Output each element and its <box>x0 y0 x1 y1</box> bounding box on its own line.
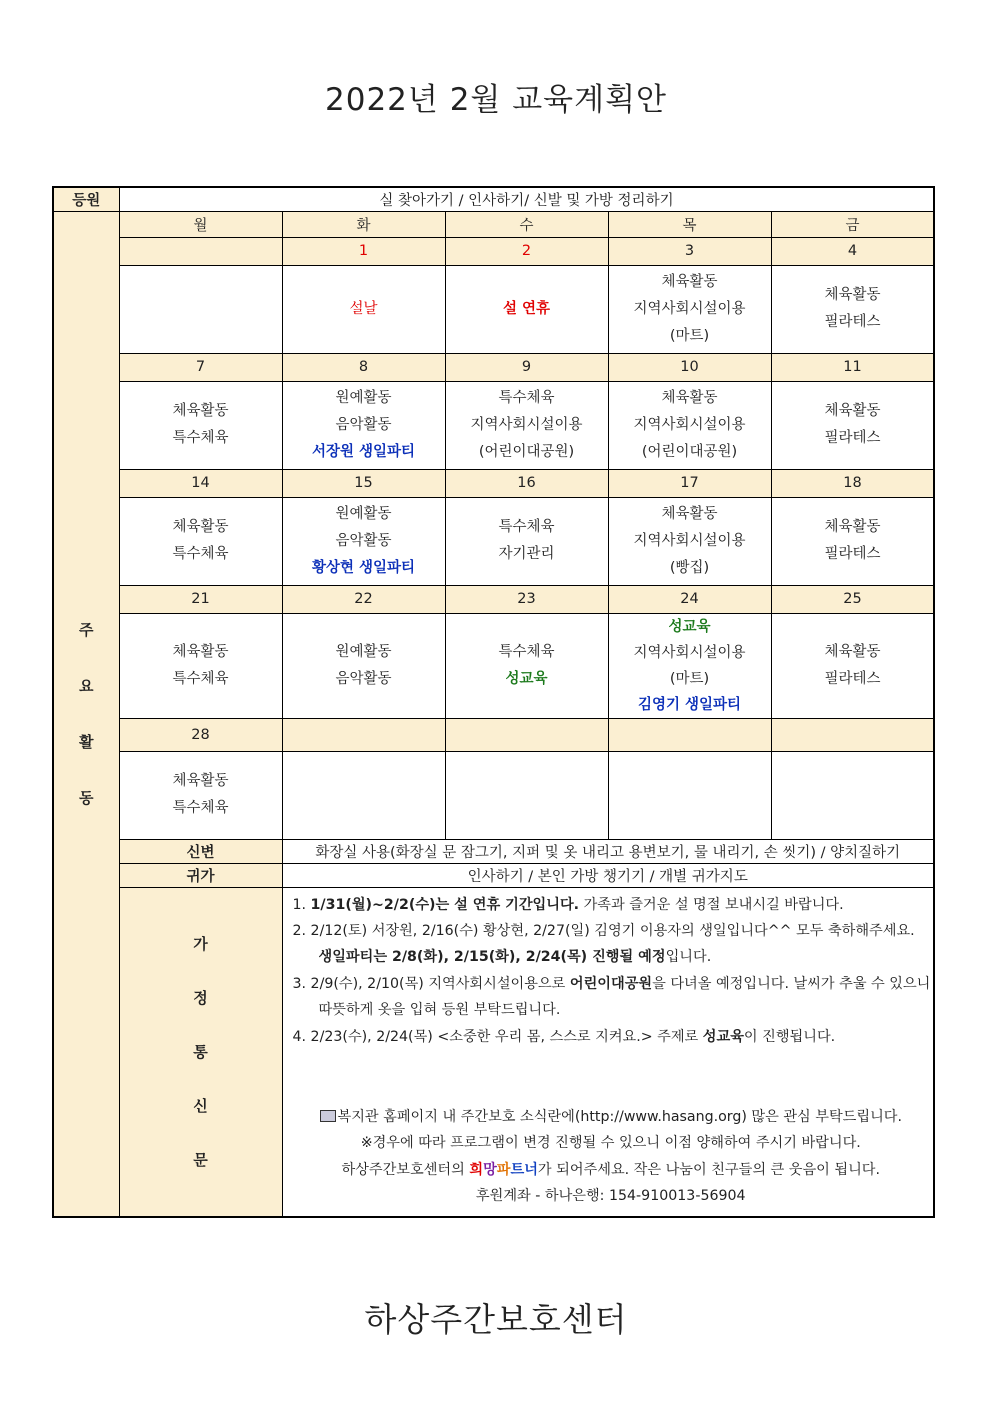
holiday-text: 설날 <box>349 300 378 317</box>
activity-cell <box>119 751 282 839</box>
activity-cell <box>608 265 771 353</box>
notes-label-char: 신 <box>193 1096 208 1115</box>
activity-line: 지역사회시설이용 <box>633 416 746 433</box>
week2-date-row <box>53 353 934 381</box>
date-cell: 4 <box>771 237 934 265</box>
activity-line: 특수체육 <box>172 546 229 562</box>
date-cell: 28 <box>119 718 282 751</box>
date-cell: 1 <box>282 237 445 265</box>
notes-label-char: 가 <box>193 934 208 953</box>
center-name: 하상주간보호센터 <box>364 1300 628 1339</box>
activity-line: 체육활동 <box>172 403 229 419</box>
partner-char: 파 <box>496 1161 511 1178</box>
week5-activity-row <box>53 751 934 839</box>
activities-label-char: 활 <box>79 732 94 751</box>
week4-activity-row <box>53 613 934 718</box>
activity-line: 체육활동 <box>172 773 229 789</box>
notes-row <box>53 887 934 1217</box>
date-cell: 25 <box>771 585 934 613</box>
week1-activity-row <box>53 265 934 353</box>
activity-line: 체육활동 <box>824 403 881 419</box>
activity-line: 체육활동 <box>172 643 229 660</box>
activity-line: 특수체육 <box>498 643 555 660</box>
activity-line: (어린이대공원) <box>641 443 738 460</box>
activity-cell <box>771 497 934 585</box>
date-cell <box>445 718 608 751</box>
website-note <box>293 1104 930 1130</box>
date-cell: 17 <box>608 469 771 497</box>
monitor-icon <box>320 1110 336 1122</box>
activities-label <box>53 211 119 1217</box>
activity-cell <box>119 381 282 469</box>
activity-line: 지역사회시설이용 <box>633 532 746 549</box>
notes-content <box>282 887 934 1217</box>
note-text: 4. 2/23(수), 2/24(목) <소중한 우리 몸, 스스로 지켜요.> 주제로 <box>292 1028 703 1045</box>
note-bold: 1/31(월)~2/2(수)는 설 연휴 기간입니다. <box>310 896 580 913</box>
notes-label-char: 문 <box>193 1150 208 1169</box>
note-text: 1. <box>292 896 311 913</box>
activity-cell <box>445 497 608 585</box>
weekday-header: 화 <box>282 211 445 237</box>
activity-line: 체육활동 <box>661 389 718 406</box>
activities-label-char: 동 <box>79 788 94 807</box>
toilet-row <box>53 839 934 863</box>
departure-text: 인사하기 / 본인 가방 챙기기 / 개별 귀가지도 <box>282 863 934 887</box>
note-text: 입니다. <box>665 949 712 966</box>
date-cell: 18 <box>771 469 934 497</box>
arrival-row <box>53 187 934 211</box>
arrival-text: 실 찾아가기 / 인사하기/ 신발 및 가방 정리하기 <box>119 187 934 211</box>
activity-line: 체육활동 <box>824 643 881 660</box>
note-text: 가족과 즐거운 설 명절 보내시길 바랍니다. <box>579 896 844 913</box>
activity-cell <box>119 613 282 718</box>
activity-cell <box>282 381 445 469</box>
activity-line: 음악활동 <box>335 416 392 433</box>
date-cell: 10 <box>608 353 771 381</box>
activity-line: (어린이대공원) <box>478 443 575 460</box>
activity-line: 특수체육 <box>172 800 229 816</box>
date-cell: 15 <box>282 469 445 497</box>
activity-line: 체육활동 <box>661 505 718 522</box>
note-bold: 성교육 <box>702 1028 744 1045</box>
activity-line: 체육활동 <box>824 287 881 303</box>
note-2: 2. 2/12(토) 서장원, 2/16(수) 황상현, 2/27(일) 김영기 이용자의 생일입니다^^ 모두 축하해주세요. <box>292 922 915 939</box>
activity-cell <box>445 265 608 353</box>
date-cell: 9 <box>445 353 608 381</box>
activity-cell <box>608 381 771 469</box>
note-1 <box>293 892 930 918</box>
note-text: 3. 2/9(수), 2/10(목) 지역사회시설이용으로 <box>292 975 570 992</box>
date-cell: 2 <box>445 237 608 265</box>
note-2-detail <box>293 944 930 970</box>
note-bold: 어린이대공원 <box>569 975 653 992</box>
weekday-header: 목 <box>608 211 771 237</box>
hope-char: 희 <box>469 1161 484 1178</box>
activity-line: 지역사회시설이용 <box>633 300 746 317</box>
activity-cell <box>771 265 934 353</box>
activity-line: 특수체육 <box>498 389 555 406</box>
activity-cell <box>445 751 608 839</box>
activity-line: 필라테스 <box>824 430 881 446</box>
activity-line: 원예활동 <box>335 643 392 660</box>
activity-line: 특수체육 <box>172 430 229 446</box>
donation-account: 후원계좌 - 하나은행: 154-910013-56904 <box>475 1188 746 1205</box>
date-cell <box>608 718 771 751</box>
activity-line: 특수체육 <box>172 670 229 687</box>
arrival-label: 등원 <box>53 187 119 211</box>
activity-cell <box>282 497 445 585</box>
birthday-party: 김영기 생일파티 <box>637 696 742 713</box>
spacer <box>293 1050 930 1104</box>
note-text: 복지관 홈페이지 내 주간보호 소식란에(http://www.hasang.org) 많은 관심 부탁드립니다. <box>337 1108 903 1125</box>
activity-line: 체육활동 <box>172 519 229 535</box>
weekday-header: 수 <box>445 211 608 237</box>
hope-char: 망 <box>483 1161 497 1178</box>
activities-label-char: 요 <box>79 676 94 695</box>
partner-note <box>293 1157 930 1183</box>
date-cell: 23 <box>445 585 608 613</box>
date-cell <box>282 718 445 751</box>
weekday-header-row <box>53 211 934 237</box>
date-cell: 21 <box>119 585 282 613</box>
page-title: 2022년 2월 교육계획안 <box>325 82 667 118</box>
sex-education-text: 성교육 <box>505 670 548 687</box>
note-text: 가 되어주세요. 작은 나눔이 친구들의 큰 웃음이 됩니다. <box>537 1161 881 1178</box>
activity-cell <box>771 381 934 469</box>
activity-cell <box>119 497 282 585</box>
activity-line: 지역사회시설이용 <box>633 644 746 661</box>
week4-date-row <box>53 585 934 613</box>
note-4 <box>293 1024 930 1050</box>
week2-activity-row <box>53 381 934 469</box>
activity-line: 음악활동 <box>335 670 392 687</box>
activity-cell <box>608 751 771 839</box>
activity-line: (마트) <box>669 670 710 687</box>
date-cell <box>771 718 934 751</box>
activity-line: 체육활동 <box>661 273 718 290</box>
activity-line: 음악활동 <box>335 532 392 549</box>
activity-cell <box>282 265 445 353</box>
notes-label-char: 정 <box>193 988 208 1007</box>
weekday-header: 월 <box>119 211 282 237</box>
holiday-text: 설 연휴 <box>502 300 551 317</box>
date-cell: 22 <box>282 585 445 613</box>
schedule-table <box>52 186 935 1218</box>
activities-label-char: 주 <box>79 620 94 639</box>
week3-date-row <box>53 469 934 497</box>
activity-cell <box>608 613 771 718</box>
week1-date-row <box>53 237 934 265</box>
note-3-detail: 따뜻하게 옷을 입혀 등원 부탁드립니다. <box>318 1002 561 1019</box>
activity-line: 자기관리 <box>498 546 555 562</box>
warning-note: ※경우에 따라 프로그램이 변경 진행될 수 있으니 이점 양해하여 주시기 바랍니다. <box>360 1135 861 1152</box>
date-cell: 3 <box>608 237 771 265</box>
activity-line: 체육활동 <box>824 519 881 535</box>
activity-line: 필라테스 <box>824 314 881 330</box>
activity-line: 특수체육 <box>498 519 555 535</box>
activity-cell <box>771 751 934 839</box>
partner-char: 트너 <box>510 1161 538 1178</box>
date-cell: 24 <box>608 585 771 613</box>
notes-label-char: 통 <box>193 1042 208 1061</box>
toilet-label: 신변 <box>119 839 282 863</box>
activity-line: 필라테스 <box>824 670 881 687</box>
date-cell: 14 <box>119 469 282 497</box>
activity-cell <box>608 497 771 585</box>
date-cell: 11 <box>771 353 934 381</box>
departure-label: 귀가 <box>119 863 282 887</box>
birthday-party: 서장원 생일파티 <box>311 443 416 460</box>
note-text: 이 진행됩니다. <box>743 1028 836 1045</box>
activity-cell <box>771 613 934 718</box>
activity-line: 지역사회시설이용 <box>470 416 583 433</box>
departure-row <box>53 863 934 887</box>
birthday-party: 황상현 생일파티 <box>311 559 416 576</box>
week3-activity-row <box>53 497 934 585</box>
toilet-text: 화장실 사용(화장실 문 잠그기, 지퍼 및 옷 내리고 용변보기, 물 내리기, 손 씻기) / 양치질하기 <box>282 839 934 863</box>
weekday-header: 금 <box>771 211 934 237</box>
date-cell: 16 <box>445 469 608 497</box>
date-cell <box>119 237 282 265</box>
activity-line: 원예활동 <box>335 505 392 522</box>
activity-line: (빵집) <box>669 559 710 576</box>
activity-cell <box>282 751 445 839</box>
notes-label <box>119 887 282 1217</box>
note-text: 을 다녀올 예정입니다. 날씨가 추울 수 있으니 <box>652 975 931 992</box>
week5-date-row <box>53 718 934 751</box>
activity-line: 필라테스 <box>824 546 881 562</box>
activity-cell <box>445 381 608 469</box>
activity-line: 원예활동 <box>335 389 392 406</box>
sex-education-text: 성교육 <box>668 618 711 635</box>
activity-line: (마트) <box>669 327 710 344</box>
activity-cell <box>119 265 282 353</box>
date-cell: 8 <box>282 353 445 381</box>
date-cell: 7 <box>119 353 282 381</box>
note-bold: 생일파티는 2/8(화), 2/15(화), 2/24(목) 진행될 예정 <box>318 949 666 966</box>
note-text: 하상주간보호센터의 <box>341 1161 470 1178</box>
note-3 <box>293 971 930 997</box>
activity-cell <box>282 613 445 718</box>
activity-cell <box>445 613 608 718</box>
